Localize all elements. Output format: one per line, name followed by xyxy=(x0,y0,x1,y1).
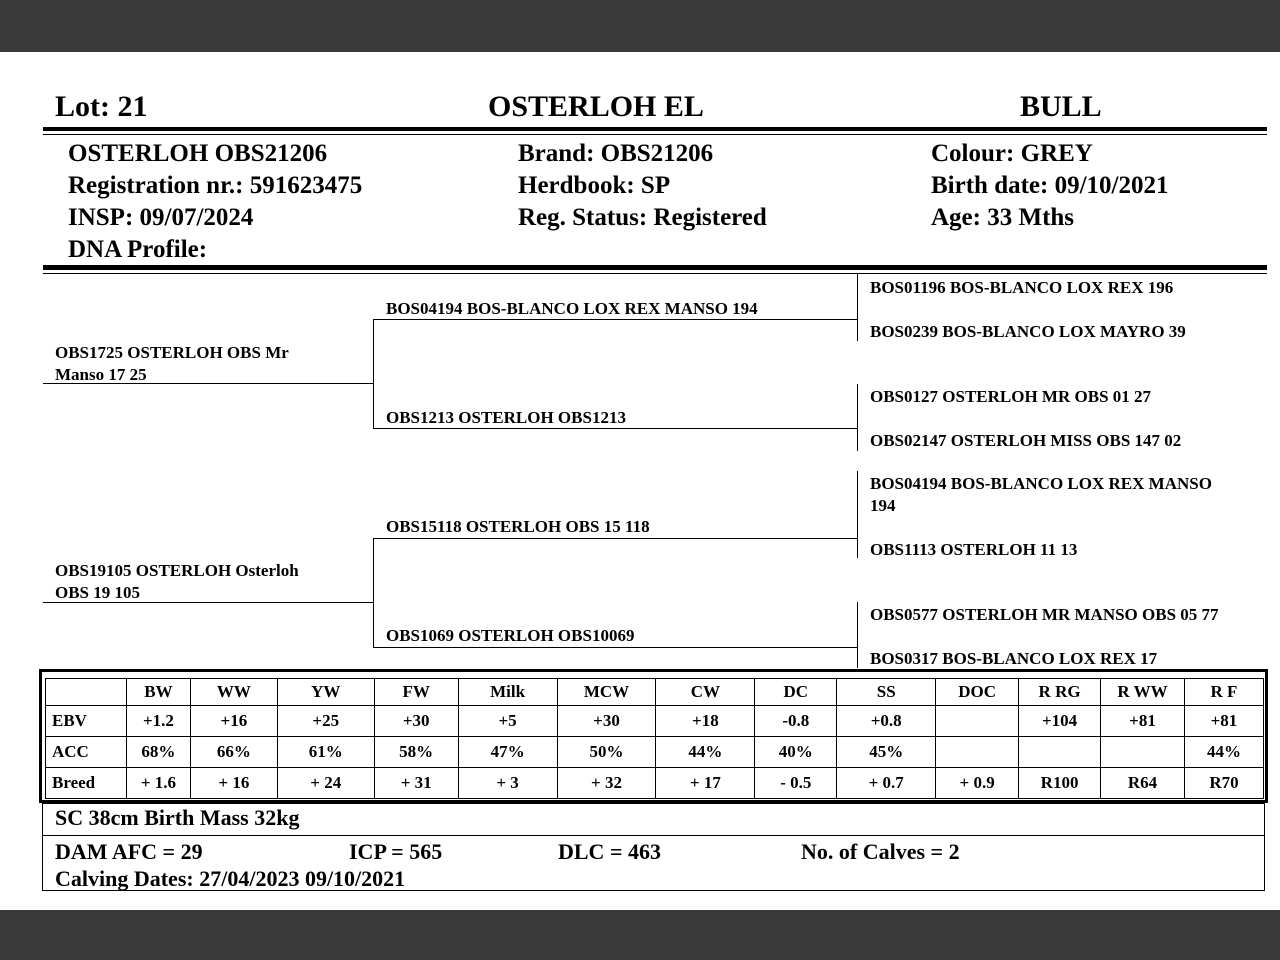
row-label: Breed xyxy=(46,768,127,799)
ebv-cell xyxy=(936,706,1019,737)
colour: Colour: GREY xyxy=(931,140,1093,167)
calving-dates: Calving Dates: 27/04/2023 09/10/2021 xyxy=(55,866,406,891)
gen3-ancestor: BOS0239 BOS-BLANCO LOX MAYRO 39 xyxy=(870,322,1186,341)
ebv-cell: +16 xyxy=(190,706,277,737)
ebv-header-cell: FW xyxy=(374,679,458,706)
acc-cell: 44% xyxy=(656,737,755,768)
ebv-header-cell: YW xyxy=(277,679,374,706)
ebv-header-cell: Milk xyxy=(458,679,557,706)
acc-cell: 44% xyxy=(1184,737,1263,768)
acc-cell: 47% xyxy=(458,737,557,768)
ebv-cell: +30 xyxy=(557,706,656,737)
sc-birth-mass: SC 38cm Birth Mass 32kg xyxy=(55,805,300,830)
ebv-header-cell: R F xyxy=(1184,679,1263,706)
sd-branch xyxy=(857,384,858,451)
gen3-ancestor: OBS0127 OSTERLOH MR OBS 01 27 xyxy=(870,387,1152,406)
gen3-ancestor: BOS01196 BOS-BLANCO LOX REX 196 xyxy=(870,278,1174,297)
breed-cell: + 0.7 xyxy=(837,768,936,799)
lot-number: Lot: 21 xyxy=(55,90,148,123)
number-of-calves: No. of Calves = 2 xyxy=(801,839,960,864)
dam-afc: DAM AFC = 29 xyxy=(55,839,203,864)
animal-sex: BULL xyxy=(1020,90,1102,123)
breed-cell: + 16 xyxy=(190,768,277,799)
dam-dam-name: OBS1069 OSTERLOH OBS10069 xyxy=(386,626,635,645)
herdbook: Herdbook: SP xyxy=(518,172,671,199)
ebv-header-cell: CW xyxy=(656,679,755,706)
bottom-dark-bar xyxy=(0,910,1280,960)
registration-status: Reg. Status: Registered xyxy=(518,204,767,231)
dam-box xyxy=(42,835,1265,891)
acc-cell: 68% xyxy=(126,737,190,768)
breed-cell: + 17 xyxy=(656,768,755,799)
dam-name-line1: OBS19105 OSTERLOH Osterloh xyxy=(55,561,299,580)
gen3-ancestor: OBS0577 OSTERLOH MR MANSO OBS 05 77 xyxy=(870,605,1219,624)
acc-cell: 50% xyxy=(557,737,656,768)
sire-name-line2: Manso 17 25 xyxy=(55,365,147,384)
ebv-header-cell: MCW xyxy=(557,679,656,706)
acc-cell: 61% xyxy=(277,737,374,768)
animal-id: OSTERLOH OBS21206 xyxy=(68,140,328,167)
sire-dam-line xyxy=(373,428,857,429)
ebv-cell: +18 xyxy=(656,706,755,737)
ebv-cell: +30 xyxy=(374,706,458,737)
dd-branch xyxy=(857,602,858,668)
breed-cell: + 24 xyxy=(277,768,374,799)
row-label: EBV xyxy=(46,706,127,737)
ss-branch xyxy=(857,274,858,341)
dlc: DLC = 463 xyxy=(558,839,661,864)
sire-sire-name: BOS04194 BOS-BLANCO LOX REX MANSO 194 xyxy=(386,299,758,318)
breed-cell: + 3 xyxy=(458,768,557,799)
acc-cell: 66% xyxy=(190,737,277,768)
sc-box xyxy=(42,803,1265,836)
ebv-cell: +104 xyxy=(1019,706,1101,737)
breed-cell: R100 xyxy=(1019,768,1101,799)
details-rule-thick xyxy=(43,265,1267,270)
sire-branch xyxy=(373,319,374,429)
dam-sire-name: OBS15118 OSTERLOH OBS 15 118 xyxy=(386,517,650,536)
dam-name-line2: OBS 19 105 xyxy=(55,583,141,602)
ebv-cell: +81 xyxy=(1101,706,1185,737)
ebv-cell: +25 xyxy=(277,706,374,737)
ebv-header-cell: DOC xyxy=(936,679,1019,706)
acc-cell xyxy=(936,737,1019,768)
ebv-header-cell xyxy=(46,679,127,706)
breed-row xyxy=(46,768,1264,799)
ebv-header-cell: BW xyxy=(126,679,190,706)
acc-cell xyxy=(1019,737,1101,768)
acc-cell: 58% xyxy=(374,737,458,768)
ebv-cell: +1.2 xyxy=(126,706,190,737)
acc-cell: 45% xyxy=(837,737,936,768)
breed-cell: R70 xyxy=(1184,768,1263,799)
gen3-ancestor: OBS02147 OSTERLOH MISS OBS 147 02 xyxy=(870,431,1182,450)
acc-row xyxy=(46,737,1264,768)
ebv-header-cell: DC xyxy=(755,679,837,706)
ds-branch xyxy=(857,471,858,558)
dam-branch xyxy=(373,538,374,648)
ebv-header-cell: WW xyxy=(190,679,277,706)
breed-cell: - 0.5 xyxy=(755,768,837,799)
breed-cell: R64 xyxy=(1101,768,1185,799)
gen3-ancestor: OBS1113 OSTERLOH 11 13 xyxy=(870,540,1078,559)
sire-dam-name: OBS1213 OSTERLOH OBS1213 xyxy=(386,408,626,427)
inspection-date: INSP: 09/07/2024 xyxy=(68,204,254,231)
ebv-header-cell: R WW xyxy=(1101,679,1185,706)
ebv-cell: -0.8 xyxy=(755,706,837,737)
ebv-cell: +0.8 xyxy=(837,706,936,737)
row-label: ACC xyxy=(46,737,127,768)
registration-number: Registration nr.: 591623475 xyxy=(68,172,363,199)
catalogue-page xyxy=(0,52,1280,910)
breed-cell: + 31 xyxy=(374,768,458,799)
top-dark-bar xyxy=(0,0,1280,52)
age: Age: 33 Mths xyxy=(931,204,1075,231)
header-rule-thick xyxy=(43,127,1267,131)
sire-name-line1: OBS1725 OSTERLOH OBS Mr xyxy=(55,343,289,362)
icp: ICP = 565 xyxy=(349,839,443,864)
header-rule-thin xyxy=(43,134,1267,135)
ebv-cell: +5 xyxy=(458,706,557,737)
breed-cell: + 1.6 xyxy=(126,768,190,799)
ebv-cell: +81 xyxy=(1184,706,1263,737)
breed-cell: + 32 xyxy=(557,768,656,799)
sire-sire-line xyxy=(373,319,857,320)
dam-dam-line xyxy=(373,647,857,648)
gen3-ancestor: BOS04194 BOS-BLANCO LOX REX MANSO xyxy=(870,474,1212,493)
details-rule-thin xyxy=(43,273,1267,274)
dna-profile: DNA Profile: xyxy=(68,236,208,263)
birth-date: Birth date: 09/10/2021 xyxy=(931,172,1169,199)
animal-name: OSTERLOH EL xyxy=(488,90,704,123)
ebv-header-row xyxy=(46,679,1264,706)
ebv-header-cell: R RG xyxy=(1019,679,1101,706)
dam-sire-line xyxy=(373,538,857,539)
acc-cell xyxy=(1101,737,1185,768)
ebv-table xyxy=(45,678,1264,799)
brand: Brand: OBS21206 xyxy=(518,140,714,167)
ebv-header-cell: SS xyxy=(837,679,936,706)
gen3-ancestor-cont: 194 xyxy=(870,496,896,515)
acc-cell: 40% xyxy=(755,737,837,768)
gen3-ancestor: BOS0317 BOS-BLANCO LOX REX 17 xyxy=(870,649,1158,668)
ebv-row xyxy=(46,706,1264,737)
breed-cell: + 0.9 xyxy=(936,768,1019,799)
